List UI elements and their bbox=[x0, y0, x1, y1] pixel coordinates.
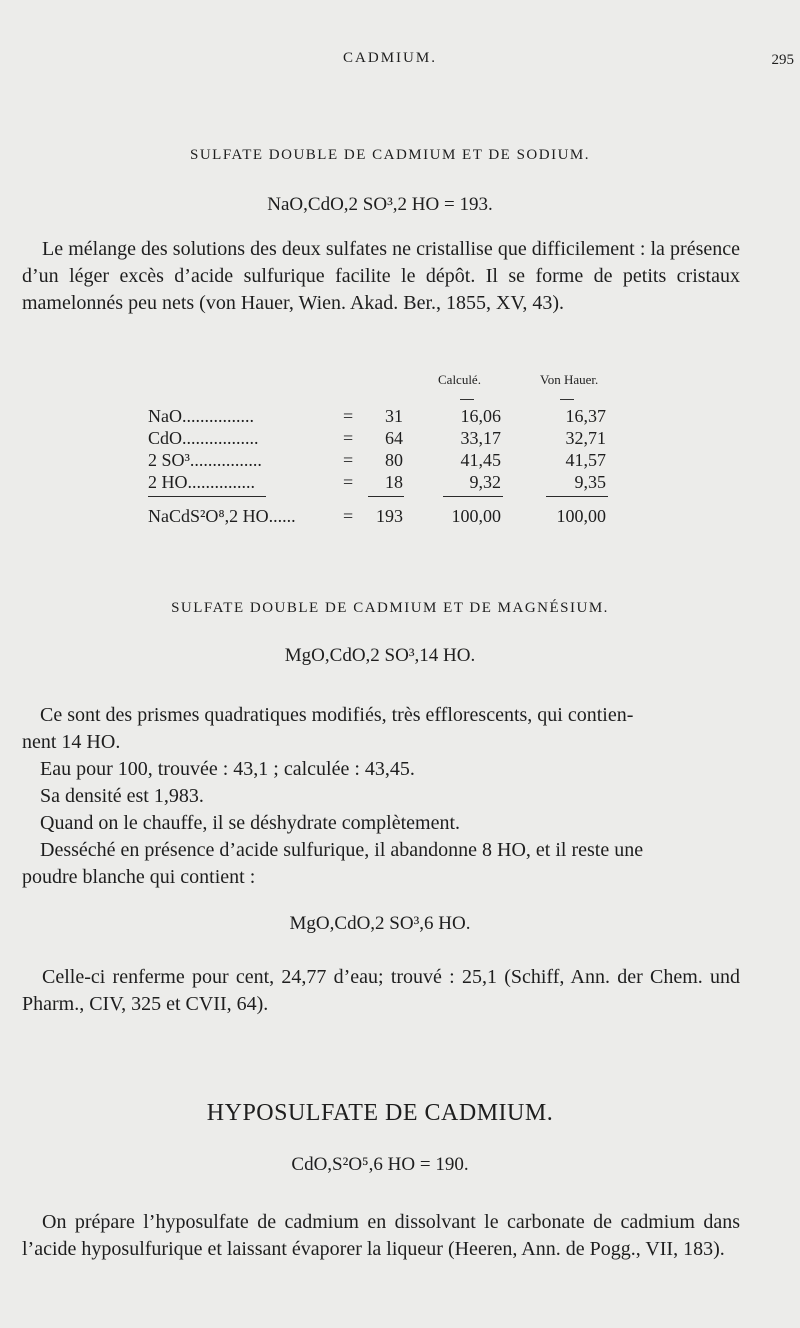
total-label: NaCdS²O⁸,2 HO...... bbox=[148, 506, 296, 526]
formula-magnesium: MgO,CdO,2 SO³,14 HO. bbox=[284, 645, 476, 666]
section-title-hyposulfate: HYPOSULFATE DE CADMIUM. bbox=[206, 1100, 554, 1126]
formula-magnesium-anhydrous: MgO,CdO,2 SO³,6 HO. bbox=[289, 913, 471, 934]
text-line: Quand on le chauffe, il se déshydrate complètement. bbox=[40, 812, 461, 834]
row-equals: = bbox=[343, 472, 354, 492]
total-value: 193 bbox=[376, 506, 403, 526]
sum-rule bbox=[443, 496, 503, 497]
row-calcule: 33,17 bbox=[460, 428, 501, 448]
text-line: Ce sont des prismes quadratiques modifiés, très efflorescents, qui contien- bbox=[40, 704, 634, 726]
table-header-von-hauer: Von Hauer. bbox=[540, 372, 599, 387]
row-equals: = bbox=[343, 428, 354, 448]
row-value: 31 bbox=[385, 406, 403, 426]
row-label: NaO................ bbox=[148, 406, 254, 426]
formula-sodium: NaO,CdO,2 SO³,2 HO = 193. bbox=[267, 194, 493, 215]
running-head: CADMIUM. bbox=[343, 50, 437, 66]
text-line: Desséché en présence d’acide sulfurique, il abandonne 8 HO, et il reste une bbox=[40, 839, 644, 861]
sum-rule bbox=[546, 496, 608, 497]
header-dash bbox=[560, 399, 574, 400]
row-calcule: 41,45 bbox=[460, 450, 501, 470]
row-von-hauer: 32,71 bbox=[565, 428, 606, 448]
section-title-sodium: SULFATE DOUBLE DE CADMIUM ET DE SODIUM. bbox=[189, 147, 591, 163]
text-line: nent 14 HO. bbox=[22, 731, 121, 753]
total-equals: = bbox=[343, 506, 354, 526]
text-line: Sa densité est 1,983. bbox=[40, 785, 204, 807]
row-calcule: 9,32 bbox=[469, 472, 501, 492]
row-equals: = bbox=[343, 450, 354, 470]
text-line: poudre blanche qui contient : bbox=[22, 866, 256, 888]
row-value: 80 bbox=[385, 450, 403, 470]
row-label: 2 SO³................ bbox=[148, 450, 262, 470]
formula-hyposulfate: CdO,S²O⁵,6 HO = 190. bbox=[291, 1154, 469, 1175]
composition-table bbox=[148, 372, 628, 532]
sum-rule bbox=[368, 496, 404, 497]
row-equals: = bbox=[343, 406, 354, 426]
row-label: CdO................. bbox=[148, 428, 259, 448]
text-line: Eau pour 100, trouvée : 43,1 ; calculée : 43,45. bbox=[40, 758, 415, 780]
row-label: 2 HO............... bbox=[148, 472, 255, 492]
total-von-hauer: 100,00 bbox=[556, 506, 606, 526]
paragraph-magnesium-closing: Celle-ci renferme pour cent, 24,77 d’eau; trouvé : 25,1 (Schiff, Ann. der Chem. und Pharm., CIV, 325 et CVII, 64). bbox=[22, 966, 740, 1015]
row-von-hauer: 41,57 bbox=[565, 450, 606, 470]
section-title-magnesium: SULFATE DOUBLE DE CADMIUM ET DE MAGNÉSIUM. bbox=[171, 600, 609, 616]
total-calcule: 100,00 bbox=[451, 506, 501, 526]
row-value: 18 bbox=[385, 472, 403, 492]
row-von-hauer: 9,35 bbox=[574, 472, 606, 492]
row-calcule: 16,06 bbox=[460, 406, 501, 426]
row-von-hauer: 16,37 bbox=[565, 406, 606, 426]
paragraph-hyposulfate: On prépare l’hyposulfate de cadmium en dissolvant le carbonate de cadmium dans l’acide hyposulfurique et laissant évaporer la liqueur (Heeren, Ann. de Pogg., VII, 183). bbox=[22, 1211, 740, 1260]
paragraph-sodium: Le mélange des solutions des deux sulfates ne cristallise que difficilement : la présence d’un léger excès d’acide sulfurique facilite le dépôt. Il se forme de petits cristaux mamelonnés peu nets (von Hauer, Wien. Akad. Ber., 1855, XV, 43). bbox=[22, 238, 740, 314]
table-header-calcule: Calculé. bbox=[438, 372, 481, 387]
sum-rule bbox=[148, 496, 266, 497]
header-dash bbox=[460, 399, 474, 400]
page-number: 295 bbox=[771, 52, 794, 68]
row-value: 64 bbox=[385, 428, 403, 448]
